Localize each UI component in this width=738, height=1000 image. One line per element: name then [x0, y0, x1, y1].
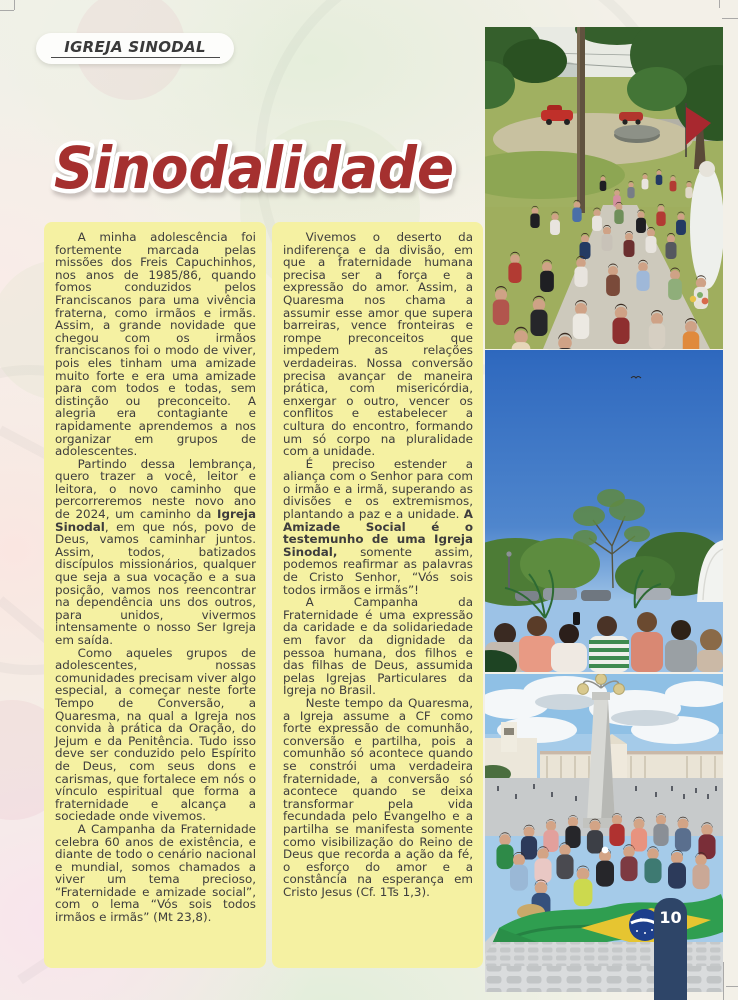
page-number: 10	[659, 908, 682, 927]
paragraph: É preciso estender a aliança com o Senhor para com o irmão e a irmã, superando as divisões e os extremismos, plantando a paz e a unidade. A Amizade Social é o testemunho de uma Igreja Sinodal, somente assim, podemos reafirmar as palavras de Cristo Senhor, “Vós sois todos irmãos e irmãs”!	[283, 456, 473, 597]
crop-mark-bottom-right-h	[726, 986, 738, 987]
section-label-pill	[36, 33, 234, 64]
paragraph: Partindo dessa lembrança, quero trazer a você, leitor e leitora, o novo caminho que percorreremos neste novo ano de 2024, um caminho da Igreja Sinodal, em que nós, povo de Deus, vamos caminhar juntos. Assim, todos, batizados discípulos missionários, qualquer que seja a sua vocação e a sua posição, vamos nos reencontrar na dependência uns dos outros, para unidos, vivermos intensamente o nosso Ser Igreja em saída.	[55, 456, 256, 647]
paragraph: Neste tempo da Quaresma, a Igreja assume a CF como forte expressão de comunhão, conversão e partilha, pois a comunhão só acontece quando se constrói uma verdadeira fraternidade, a conversão só acontece quando se deixa transformar pela vida fecundada pelo Evangelho e a partilha se manifesta somente como visibilização do Reino de Deus que recorda a ação da fé, o esforço do amor e a constância na esperança em Cristo Jesus (Cf. 1Ts 1,3).	[283, 695, 473, 899]
page-title	[50, 112, 462, 216]
paragraph: A Campanha da Fraternidade celebra 60 anos de existência, e diante de todo o cenário nacional e mundial, somos chamados a viver um tema precioso, “Fraternidade e amizade social”, com o lema “Vós sois todos irmãos e irmãs” (Mt 23,8).	[55, 821, 256, 925]
page-number-tab	[654, 898, 687, 1000]
photo-procession-sky	[485, 350, 723, 672]
section-label-underline	[51, 57, 220, 59]
crop-mark-top-right-h	[722, 18, 738, 19]
crop-mark-top-right-v	[719, 0, 720, 8]
crop-mark-top-left-h	[0, 10, 14, 11]
paragraph: Como aqueles grupos de adolescentes, nossas comunidades precisam viver algo especial, a começar neste forte Tempo de Conversão, a Quaresma, na qual a Igreja nos convida à prática da Oração, do Jejum e da Penitência. Tudo isso deve ser conduzido pelo Espírito de Deus, com seus dons e carismas, que fortalece em nós o vínculo espiritual que forma a fraternidade e alcança a sociedade onde vivemos.	[55, 645, 256, 824]
page-title-text: Sinodalidade	[54, 134, 454, 202]
crop-mark-top-left-v	[14, 0, 15, 10]
paragraph: Vivemos o deserto da indiferença e da divisão, em que a fraternidade humana precisa ser a força e a expressão do amor. Assim, a Quaresma nos chama a assumir esse amor que supera barreiras, vence fronteiras e rompe preconceitos que impedem as relações verdadeiras. Nossa conversão precisa avançar de maneira prática, com misericórdia, enxergar o outro, vencer os conflitos e estabelecer a cultura do encontro, formando um só corpo na pluralidade com a unidade.	[283, 230, 473, 459]
article-column-left	[44, 222, 266, 968]
section-label: IGREJA SINODAL	[64, 37, 206, 56]
photo-procession-field	[485, 27, 723, 349]
photo-group-brazil-flag	[485, 674, 723, 992]
paragraph: A minha adolescência foi fortemente marcada pelas missões dos Freis Capuchinhos, nos anos de 1985/86, quando fomos conduzidos pelos Franciscanos para uma vivência fraterna, como irmãos e irmãs. Assim, a grande novidade que chegou com os irmãos franciscanos foi o modo de viver, pois eles tinham uma amizade muito forte e era uma amizade para com todos e todas, sem distinção ou preconceito. A alegria era contagiante e rapidamente aprendemos a nos organizar em grupos de adolescentes.	[55, 230, 256, 459]
crop-mark-bottom-right-v	[723, 962, 724, 1000]
article-column-right	[272, 222, 483, 968]
paragraph: A Campanha da Fraternidade é uma expressão da caridade e da solidariedade em favor da dignidade da pessoa humana, dos filhos e das filhas de Deus, assumida pelas Igrejas Particulares da Igreja no Brasil.	[283, 595, 473, 698]
